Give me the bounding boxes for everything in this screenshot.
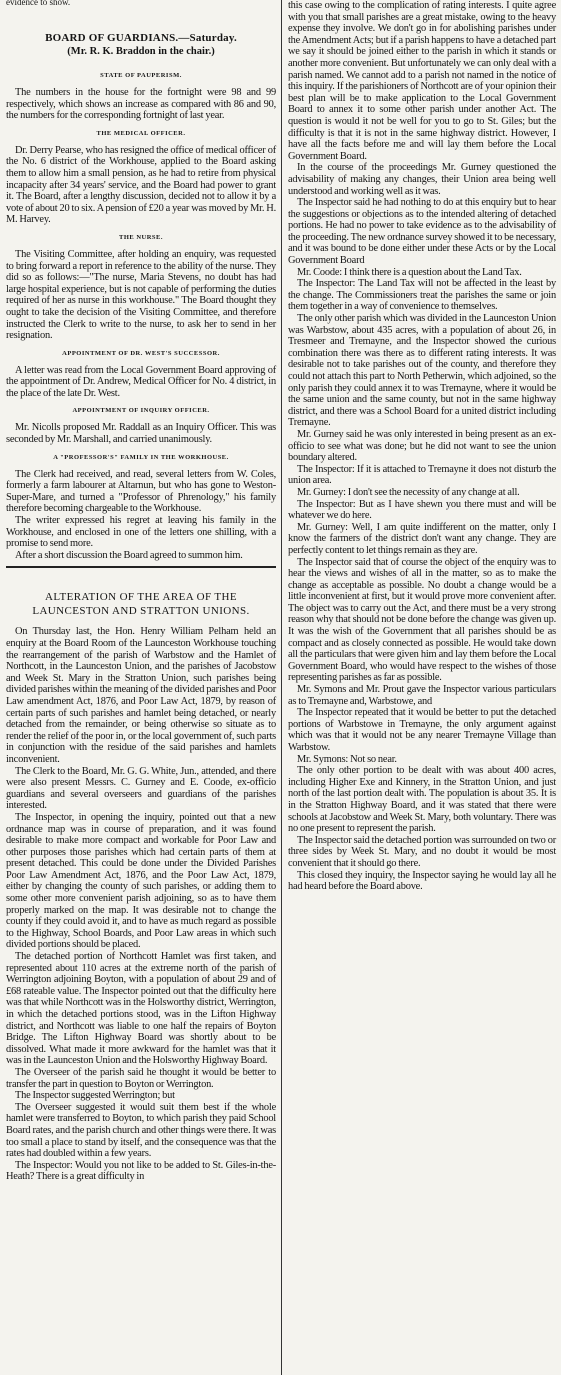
paragraph: The writer expressed his regret at leaving his family in the Workhouse, and enclosed in one of the letters one shilling, with a promise to send more. xyxy=(6,515,276,550)
report-heading: BOARD OF GUARDIANS.—Saturday. xyxy=(45,32,237,44)
paragraph: After a short discussion the Board agreed to summon him. xyxy=(15,549,243,561)
section-title: A "PROFESSOR'S" FAMILY IN THE WORKHOUSE. xyxy=(53,453,229,461)
paragraph: The detached portion of Northcott Hamlet was first taken, and represented about 110 acres at the extreme north of the parish of Werrington adjoining Boyton, with a population of about 29 and of £68 rateable value. The Inspector pointed out that the difficulty here was that while Northcott was in the Holsworthy district, Werrington, in which the detached portions stood, was in the Lifton Highway district, and Northcott was liable to one half the repairs of Boyton Bridge. The Lifton Highway Board was shortly about to be dissolved. What made it more awkward for the hamlet was that it was in the Launceston Union and the Holsworthy Highway Board. xyxy=(6,951,276,1067)
paragraph: The only other portion to be dealt with was about 400 acres, including Higher Exe and Kinnery, in the Stratton Union, and just north of the last portion dealt with. The population is about 35. It is in the Stratton Highway Board, and it was stated that there were schools at Jacobstow and Week St. Mary, both voluntary. There was no one present to represent the parish. xyxy=(288,765,556,835)
top-fragment: evidence to show. xyxy=(6,0,71,6)
paragraph: Mr. Gurney: I don't see the necessity of any change at all. xyxy=(297,486,520,498)
paragraph: Mr. Nicolls proposed Mr. Raddall as an Inquiry Officer. This was seconded by Mr. Marshall, and carried unanimously. xyxy=(6,422,276,446)
article-heading-line-1: ALTERATION OF THE AREA OF THE xyxy=(45,591,237,604)
column-rule xyxy=(281,0,282,1375)
section-title: THE NURSE. xyxy=(118,233,163,241)
paragraph: The Inspector, in opening the inquiry, pointed out that a new ordnance map was in course of preparation, and it was found desirable to make more compact and workable for Poor Law and other purposes those parishes which had certain parts of them at present detached. This could be done under the Divided Parishes Poor Law Amendment Act, 1876, and the Poor Law Act, 1879, either by changing the county of such parishes, or adding them to some other more convenient parish adjoining, so as to have them properly marked on the map. It was desirable not to change the county if they could avoid it, and to have as much regard as possible to the Highway, School Boards, and Poor Law areas in which such divided portions should be placed. xyxy=(6,811,276,951)
paragraph: The Visiting Committee, after holding an enquiry, was requested to bring forward a report in reference to the ability of the nurse. They did so as follows:—"The nurse, Maria Stevens, no doubt has had large hospital experience, but is not capable of performing the duties required of her as nurse in this workhouse." The Board thought they ought to take the decision of the Visiting Committee, and therefore instructed the Clerk to write to the nurse, to ask her to send in her resignation. xyxy=(6,248,276,342)
paragraph: A letter was read from the Local Government Board approving of the appointment of Dr. Andrew, Medical Officer for No. 4 district, in the place of the late Dr. West. xyxy=(6,364,276,399)
paragraph: The Inspector suggested Werrington; but xyxy=(15,1090,175,1102)
paragraph: The Clerk to the Board, Mr. G. G. White, Jun., attended, and there were also present Messrs. C. Gurney and E. Coode, ex-officio guardians and several overseers and guardians of the parishes interested. xyxy=(6,765,276,812)
paragraph: The Inspector repeated that it would be better to put the detached portions of Warbstowe in Tremayne, the only argument against which was that it would not be any nearer Tremayne Village than Warbstow. xyxy=(288,707,556,753)
section-title: THE MEDICAL OFFICER. xyxy=(96,129,186,137)
paragraph: this case owing to the complication of rating interests. I quite agree with you that small parishes are a great mistake, owing to the heavy expense they involve. We don't go in for abolishing parishes under the Amendment Acts; but if a parish happens to have a detached part we say it should be joined either to the parish in which it stands or another more convenient. But unfortunately we can only deal with a parish named. We cannot add to a parish not named in the notice of this inquiry. If the parishioners of Northcott are of your opinion their best plan will be to make application to the Local Government Board to annex it to some other parish under another Act. The question is would it not be well for you to go to St. Giles; but the difficulty is that it is not in the same highway district. However, I have all the facts before me and will lay them before the Local Government Board. xyxy=(288,0,556,162)
left-column xyxy=(6,0,276,1183)
paragraph: The Inspector: But as I have shewn you there must and will be whatever we do here. xyxy=(288,498,556,522)
paragraph: The only other parish which was divided in the Launceston Union was Warbstow, about 435 acres, with a population of about 26, in Tresmeer and Tremayne, and the Inspector showed the curious combination there was there as to different rating interests. It was desirable not to take parishes out of the county, and therefore they could not attach this part to North Petherwin, which adjoined, so the only parish they could annex it to was Tremayne, where it would be the same union and the same county, but not in the same highway district, and there was a School Board for a united district including Tremayne. xyxy=(288,313,556,429)
right-column xyxy=(288,0,556,893)
paragraph: Mr. Coode: I think there is a question about the Land Tax. xyxy=(297,266,522,278)
paragraph: The Inspector said the detached portion was surrounded on two or three sides by Week St. Mary, and no doubt it would be most convenient that it should go there. xyxy=(288,834,556,869)
paragraph: The Overseer of the parish said he thought it would be better to transfer the part in question to Boyton or Werrington. xyxy=(6,1066,276,1090)
paragraph: On Thursday last, the Hon. Henry William Pelham held an enquiry at the Board Room of the Launceston Workhouse touching the rearrangement of the parish of Warbstow and the Hamlet of Northcott, in the Launceston Union, and the parishes of Jacobstow and Week St. Mary in the Stratton Union, such parishes being divided parishes within the meaning of the divided parishes and Poor Law amendment Act, 1876, and Poor Law Act, 1879, by reason of certain parts of such parishes and hamlet being detached, or nearly detached from the remainder, or being otherwise so situate as to render the relief of the poor in, or the local government of, such parts in conjunction with the residue of the said parishes and hamlets inconvenient. xyxy=(6,626,276,765)
section-title: APPOINTMENT OF INQUIRY OFFICER. xyxy=(72,407,210,415)
paragraph: The Inspector said he had nothing to do at this enquiry but to hear the suggestions or objections as to the intended altering of detached portions. He had no power to take evidence as to the advisability of the proceeding. The new ordnance survey showed it to be necessary, and it was bound to be done either under these Acts or by the Local Government Board xyxy=(288,197,556,267)
paragraph: The Inspector: The Land Tax will not be affected in the least by the change. The Commissioners treat the parishes the same or join them together in a way of convenience to themselves. xyxy=(288,278,556,313)
paragraph: Mr. Symons and Mr. Prout gave the Inspector various particulars as to Tremayne and, Warbstowe, and xyxy=(288,684,556,707)
chair-note: (Mr. R. K. Braddon in the chair.) xyxy=(67,46,215,57)
paragraph: The Overseer suggested it would suit them best if the whole hamlet were transferred to Boyton, to which parish they paid School Board rates, and the parish church and other things were there. It was too small a place to stand by itself, and the consequence was that the rates had doubled within a few years. xyxy=(6,1101,276,1160)
paragraph: Mr. Gurney: Well, I am quite indifferent on the matter, only I know the farmers of the district don't want any change. They are perfectly content to let things remain as they are. xyxy=(288,521,556,556)
article-heading-line-2: LAUNCESTON AND STRATTON UNIONS. xyxy=(32,605,250,618)
section-separator xyxy=(6,566,276,568)
paragraph: In the course of the proceedings Mr. Gurney questioned the advisability of making any changes, their Union area being well understood and working well as it was. xyxy=(288,162,556,197)
paragraph: The numbers in the house for the fortnight were 98 and 99 respectively, which shows an increase as compared with 86 and 90, the numbers for the corresponding fortnight of last year. xyxy=(6,87,276,122)
paragraph: The Inspector: If it is attached to Tremayne it does not disturb the union area. xyxy=(288,463,556,487)
paragraph: This closed they inquiry, the Inspector saying he would lay all he had heard before the Board above. xyxy=(288,869,556,893)
paragraph: The Clerk had received, and read, several letters from W. Coles, formerly a farm labourer at Altarnun, but who has gone to Weston-Super-Mare, and turned a "Professor of Phrenology," his family therefore becoming chargeable to the Workhouse. xyxy=(6,468,276,515)
paragraph: The Inspector: Would you not like to be added to St. Giles-in-the-Heath? There is a great difficulty in xyxy=(6,1159,276,1183)
paragraph: Mr. Symons: Not so near. xyxy=(297,753,397,765)
section-title: APPOINTMENT OF DR. WEST'S SUCCESSOR. xyxy=(62,349,220,357)
paragraph: The Inspector said that of course the object of the enquiry was to hear the views and wishes of all in the matter, so as to make the change as acceptable as possible. No doubt a change would be a little inconvenient at first, but it would prove more convenient after. The object was to carry out the Act, and there must be a very strong reason why that should not be done before the change was given up. It was the wish of the Government that all parishes should be as compact and as closely connected as possible. He would take down all the particulars that were given him and lay them before the Local Government Board, who would have respect to the wishes of those representing parishes as far as possible. xyxy=(288,556,556,684)
paragraph: Dr. Derry Pearse, who has resigned the office of medical officer of the No. 6 district of the Workhouse, applied to the Board asking them to allow him a small pension, as he had to retire from physical incapacity after 34 years' service, and the Board had power to grant it. The Board, after a lengthy discussion, decided not to allow it by a vote of about 20 to six. A pension of £20 a year was moved by Mr. H. M. Harvey. xyxy=(6,144,276,226)
paragraph: Mr. Gurney said he was only interested in being present as an ex-officio to see what was done; but he did not want to see the union boundary altered. xyxy=(288,428,556,464)
section-title: STATE OF PAUPERISM. xyxy=(100,72,182,79)
